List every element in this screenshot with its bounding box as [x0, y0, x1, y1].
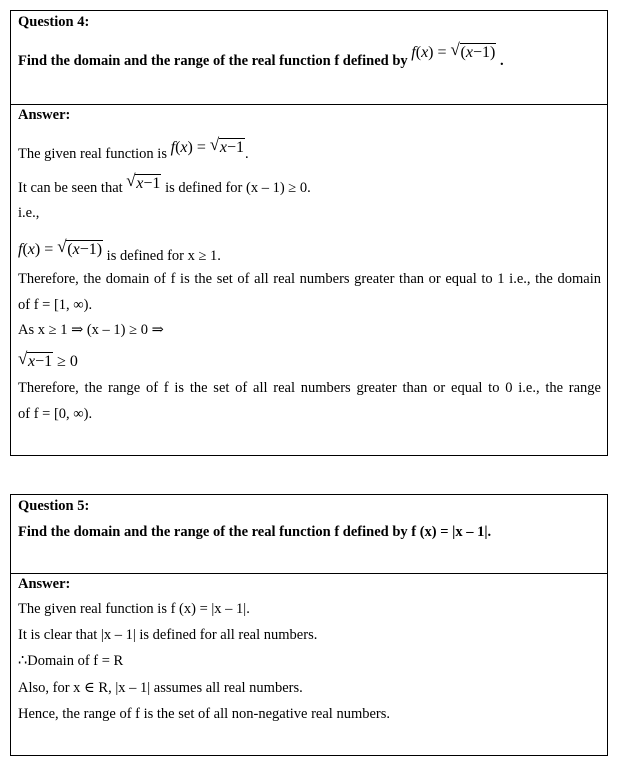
answer-4-line-8b: of f = [0, ∞). [18, 406, 93, 422]
question-5-label: Question 5: [18, 498, 90, 514]
answer-4-line-1-end: . [245, 146, 249, 162]
answer-4-line-1-formula: f(x) = √ x−1 [171, 139, 245, 156]
question-4-label: Question 4: [18, 14, 90, 30]
answer-5-line-1: The given real function is f (x) = |x – 1|. [18, 601, 250, 617]
answer-4-line-1-text: The given real function is [18, 146, 167, 162]
answer-4-line-4 [18, 241, 221, 265]
question-4-box [10, 10, 608, 456]
question-4-text-row [18, 44, 504, 70]
answer-4-line-2-pre: It can be seen that [18, 180, 123, 196]
question-4-text: Find the domain and the range of the real function f defined by [18, 53, 408, 69]
answer-5-line-3: ∴Domain of f = R [18, 653, 124, 669]
answer-5-line-5: Hence, the range of f is the set of all non-negative real numbers. [18, 706, 391, 722]
answer-4-line-4-formula: f(x) = √ (x−1) [18, 241, 103, 258]
question-5-separator [11, 573, 607, 574]
question-4-end: . [499, 53, 504, 69]
answer-5-line-2: It is clear that |x – 1| is defined for all real numbers. [18, 627, 318, 643]
answer-4-line-2-post: is defined for (x – 1) ≥ 0. [165, 180, 311, 196]
answer-4-line-5a: Therefore, the domain of f is the set of all real numbers greater than or equal to 1 i.e., the domain [18, 271, 601, 287]
answer-5-line-4: Also, for x ∈ R, |x – 1| assumes all real numbers. [18, 680, 303, 696]
answer-4-line-8a: Therefore, the range of f is the set of all real numbers greater than or equal to 0 i.e., the range [18, 380, 601, 396]
answer-4-line-5b: of f = [1, ∞). [18, 297, 93, 313]
answer-4-line-3: i.e., [18, 205, 40, 221]
answer-4-line-1 [18, 139, 249, 163]
answer-4-line-7-formula: √ x−1 ≥ 0 [18, 353, 78, 370]
question-5-text: Find the domain and the range of the real function f defined by f (x) = |x – 1|. [18, 524, 492, 540]
answer-4-label: Answer: [18, 107, 71, 123]
answer-4-line-2 [18, 175, 311, 197]
question-5-box [10, 494, 608, 756]
answer-5-label: Answer: [18, 576, 71, 592]
answer-4-line-2-formula: √ x−1 [126, 175, 161, 192]
question-4-formula: f(x) = √ (x−1) [411, 44, 496, 61]
answer-4-line-4-post: is defined for x ≥ 1. [106, 248, 221, 264]
question-4-separator [11, 104, 607, 105]
answer-4-line-6: As x ≥ 1 ⇒ (x – 1) ≥ 0 ⇒ [18, 322, 164, 338]
answer-4-line-7 [18, 352, 78, 371]
